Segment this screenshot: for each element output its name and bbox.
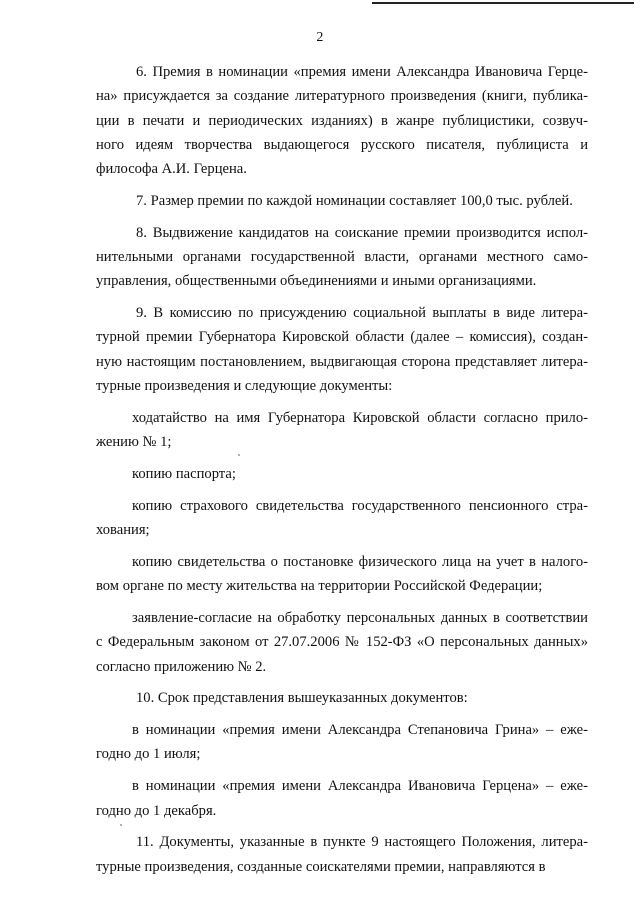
text-line: годно до 1 декабря. [96, 802, 217, 819]
paragraph [96, 189, 588, 213]
header-rule [372, 2, 634, 4]
document-body [96, 60, 588, 879]
list-item [96, 774, 588, 823]
paragraph [96, 60, 588, 181]
text-line: в номинации «премия имени Александра Степановича Грина» – еже- [132, 722, 588, 739]
text-line: нительными органами государственной власти, органами местного само- [96, 249, 588, 266]
list-item [96, 462, 588, 486]
paragraph [96, 301, 588, 398]
text-line: вом органе по месту жительства на территории Российской Федерации; [96, 578, 543, 595]
text-line: в номинации «премия имени Александра Ивановича Герцена» – еже- [132, 778, 588, 795]
text-line: ходатайство на имя Губернатора Кировской области согласно прило- [132, 409, 588, 426]
text-line: копию паспорта; [132, 465, 236, 482]
text-line: 11. Документы, указанные в пункте 9 настоящего Положения, литера- [136, 834, 588, 851]
text-line: с Федеральным законом от 27.07.2006 № 152-ФЗ «О персональных данных» [96, 634, 588, 651]
text-line: турной премии Губернатора Кировской области (далее – комиссия), создан- [96, 329, 588, 346]
text-line: жению № 1; [96, 434, 172, 451]
list-item [96, 550, 588, 599]
text-line: 7. Размер премии по каждой номинации составляет 100,0 тыс. рублей. [136, 192, 573, 209]
text-line: 10. Срок представления вышеуказанных документов: [136, 690, 468, 707]
text-line: копию страхового свидетельства государственного пенсионного стра- [132, 497, 588, 514]
text-line: согласно приложению № 2. [96, 658, 267, 675]
text-line: турные произведения, созданные соискателями премии, направляются в [96, 858, 546, 875]
page-number: 2 [316, 30, 324, 45]
text-line: 8. Выдвижение кандидатов на соискание премии производится испол- [136, 224, 588, 241]
text-line: ную настоящим постановлением, выдвигающая сторона представляет литера- [96, 353, 588, 370]
list-item [96, 406, 588, 455]
text-line: 6. Премия в номинации «премия имени Александра Ивановича Герце- [136, 64, 588, 80]
text-line: турные произведения и следующие документы: [96, 378, 393, 395]
text-line: копию свидетельства о постановке физического лица на учет в налого- [132, 553, 588, 570]
text-line: на» присуждается за создание литературного произведения (книги, публика- [96, 88, 588, 105]
text-line: философа А.И. Герцена. [96, 161, 247, 178]
list-item [96, 494, 588, 543]
scan-speck [238, 454, 240, 456]
paragraph [96, 686, 588, 710]
text-line: ции в печати и периодических изданиях) в жанре публицистики, созвуч- [96, 112, 588, 129]
text-line: хования; [96, 522, 150, 539]
paragraph [96, 830, 588, 879]
paragraph [96, 221, 588, 294]
list-item [96, 718, 588, 767]
text-line: управления, общественными объединениями и иными организациями. [96, 273, 537, 290]
text-line: годно до 1 июля; [96, 746, 201, 763]
list-item [96, 606, 588, 679]
text-line: ного идеям творчества выдающегося русского писателя, публициста и [96, 136, 588, 153]
text-line: 9. В комиссию по присуждению социальной выплаты в виде литера- [136, 305, 588, 322]
text-line: заявление-согласие на обработку персональных данных в соответствии [132, 609, 588, 626]
scan-speck [120, 824, 122, 826]
